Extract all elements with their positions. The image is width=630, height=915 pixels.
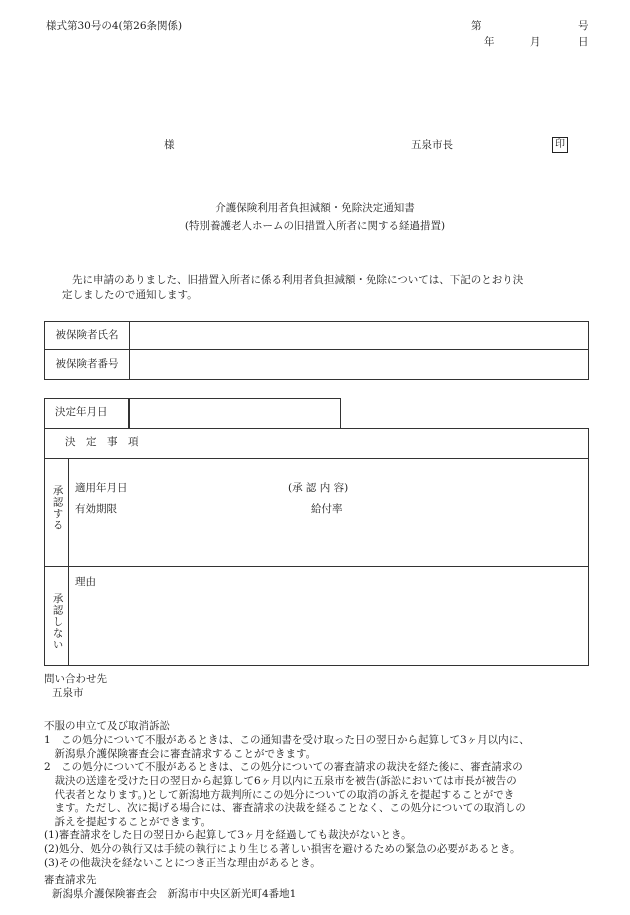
approve-label: 承認する	[51, 485, 64, 531]
recipient-suffix: 様	[164, 139, 175, 151]
valid-period-label: 有効期限	[75, 503, 117, 515]
reason-label: 理由	[75, 576, 96, 588]
appeal-line: ます。ただし、次に掲げる場合には、審査請求の決裁を経ることなく、この処分についての取消しの	[44, 802, 526, 815]
document-title: 介護保険利用者負担減額・免除決定通知書	[215, 202, 415, 214]
form-number: 様式第30号の4(第26条関係)	[46, 20, 183, 32]
date-day: 日	[578, 36, 589, 48]
appeal-line: (2)処分、処分の執行又は手続の執行により生じる著しい損害を避けるための緊急の必要があるとき。	[44, 843, 521, 856]
intro-line-2: 定しましたので通知します。	[62, 289, 198, 301]
insured-name-label: 被保険者氏名	[45, 322, 130, 350]
intro-line-1: 先に申請のありました、旧措置入所者に係る利用者負担減額・免除については、下記のとおり決	[72, 274, 524, 286]
doc-number-suffix: 号	[578, 20, 589, 32]
date-year: 年	[484, 36, 495, 48]
appeal-line: 裁決の送達を受けた日の翌日から起算して6ヶ月以内に五泉市を被告(訴訟においては市長が被告の	[44, 774, 517, 787]
appeal-body	[44, 734, 604, 870]
deny-label: 承認しない	[51, 593, 64, 651]
review-label: 審査請求先	[44, 874, 97, 886]
decision-date-label: 決定年月日	[55, 406, 108, 418]
appeal-line: 代表者となります。)として新潟地方裁判所にこの処分についての取消の訴えを提起することができ	[44, 788, 515, 801]
benefit-rate-label: 給付率	[311, 503, 343, 515]
appeal-line: 訴えを提起することができます。	[44, 815, 212, 828]
doc-number-label: 第	[471, 20, 482, 32]
contact-label: 問い合わせ先	[44, 673, 107, 685]
insured-name-field[interactable]	[130, 322, 589, 350]
appeal-line: (1)審査請求をした日の翌日から起算して3ヶ月を経過しても裁決がないとき。	[44, 829, 412, 842]
document-subtitle: (特別養護老人ホームの旧措置入所者に関する経過措置)	[184, 220, 446, 232]
seal-icon: 印	[552, 137, 568, 153]
insured-number-label: 被保険者番号	[45, 350, 130, 380]
decision-items-header: 決 定 事 項	[65, 436, 139, 448]
contact-name: 五泉市	[52, 687, 84, 699]
appeal-line: 新潟県介護保険審査会に審査請求することができます。	[44, 747, 317, 760]
insured-table	[44, 321, 589, 380]
apply-date-label: 適用年月日	[75, 482, 128, 494]
date-month: 月	[530, 36, 541, 48]
decision-date-field[interactable]	[129, 398, 341, 429]
appeal-line: (3)その他裁決を経ないことにつき正当な理由があるとき。	[44, 856, 321, 869]
approve-content-label: (承 認 内 容)	[288, 482, 349, 494]
insured-number-field[interactable]	[130, 350, 589, 380]
deny-content-cell[interactable]	[68, 566, 589, 666]
review-body: 新潟県介護保険審査会 新潟市中央区新光町4番地1	[52, 888, 297, 900]
appeal-heading: 不服の申立て及び取消訴訟	[44, 720, 170, 732]
appeal-line: 1 この処分について不服があるときは、この通知書を受け取った日の翌日から起算して3ヶ月以内に、	[44, 734, 530, 746]
issuer-name: 五泉市長	[411, 139, 453, 151]
appeal-line: 2 この処分について不服があるときは、この処分についての審査請求の裁決を経た後に、審査請求の	[44, 761, 523, 774]
